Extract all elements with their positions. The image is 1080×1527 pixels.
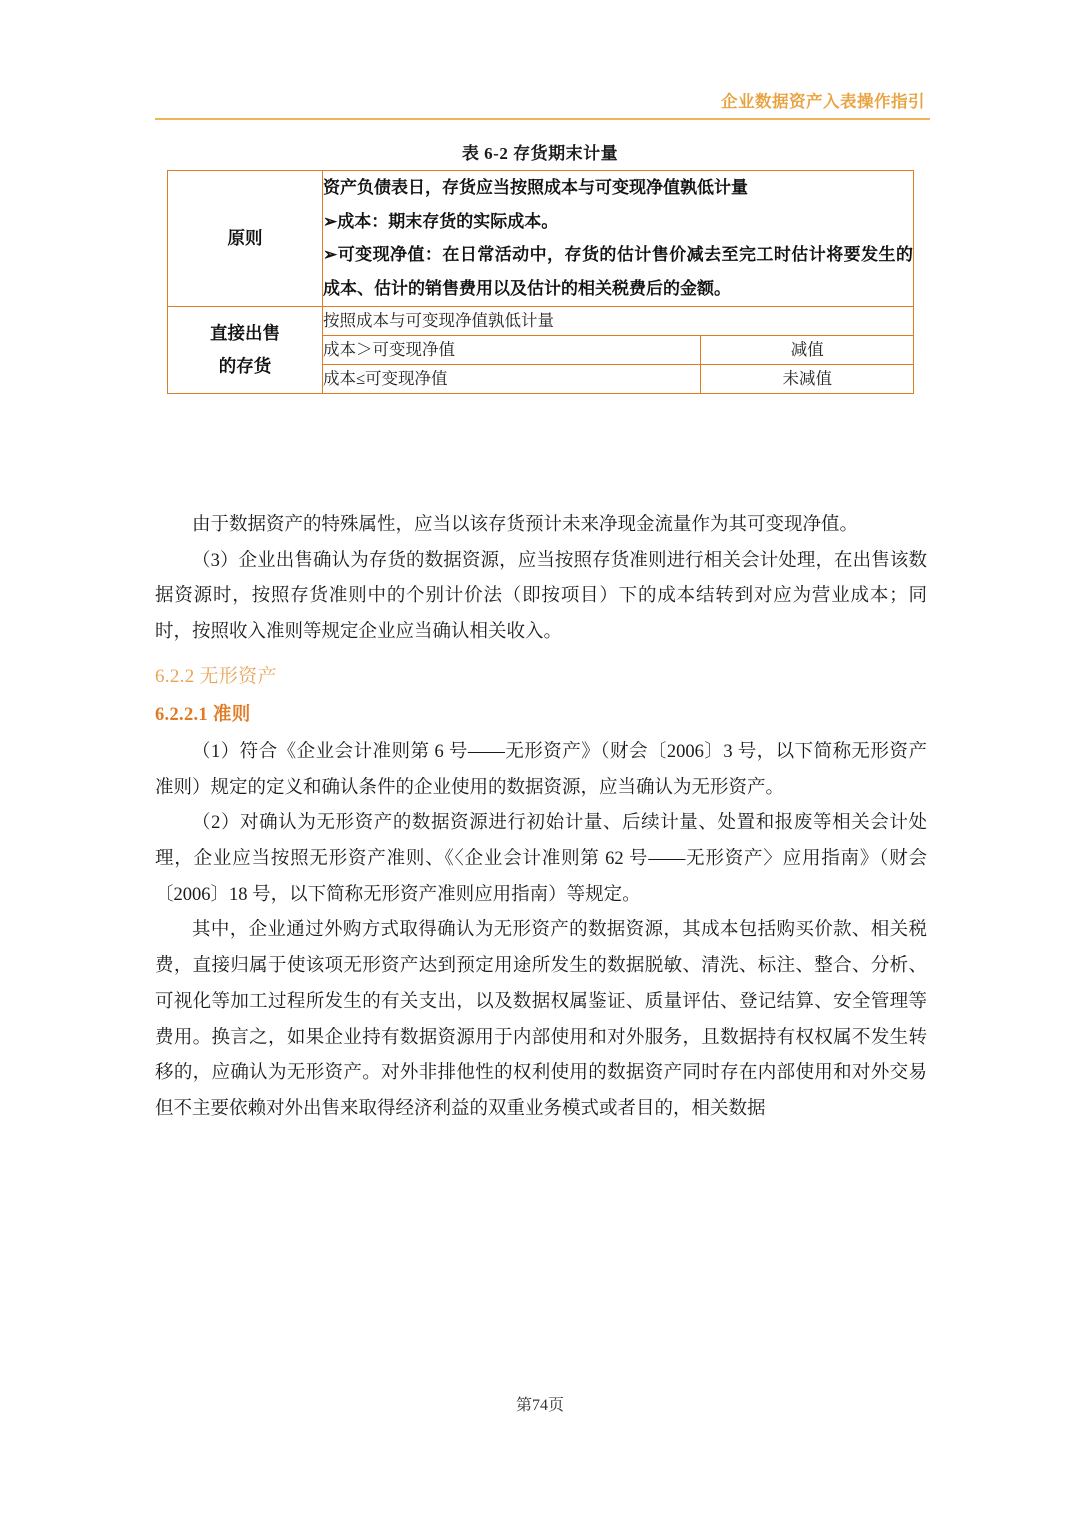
principle-lead: 资产负债表日，存货应当按照成本与可变现净值孰低计量 [323,178,748,197]
table-row-principle [168,171,914,307]
result-impairment: 减值 [700,335,914,364]
inner-row-impaired [323,335,914,364]
paragraph-qizhong: 其中，企业通过外购方式取得确认为无形资产的数据资源，其成本包括购买价款、相关税费，直接归属于使该项无形资产达到预定用途所发生的数据脱敏、清洗、标注、整合、分析、可视化等加工过程所发生的有关支出，以及数据权属鉴证、质量评估、登记结算、安全管理等费用。换言之，如果企业持有数据资源用于内部使用和对外服务，且数据持有权权属不发生转移的，应确认为无形资产。对外非排他性的权利使用的数据资产同时存在内部使用和对外交易但不主要依赖对外出售来取得经济利益的双重业务模式或者目的，相关数据 [155,920,927,1119]
direct-sale-inner-table [323,307,914,393]
running-header-title: 企业数据资产入表操作指引 [721,92,925,111]
paragraph-after-table: 由于数据资产的特殊属性，应当以该存货预计未来净现金流量作为其可变现净值。 [192,515,859,535]
page-number-footer: 第74页 [515,1397,564,1414]
condition-cost-lesser: 成本≤可变现净值 [323,364,700,393]
principle-bullet-nrv: ➢可变现净值：在日常活动中，存货的估计售价减去至完工时估计将要发生的成本、估计的销售费用以及估计的相关税费后的金额。 [323,245,913,298]
principle-bullet-cost: ➢成本：期末存货的实际成本。 [323,211,559,231]
table-row-direct-sale [168,306,914,393]
section-heading-622: 6.2.2 无形资产 [155,665,277,687]
row-label-direct-sale-line2: 的存货 [218,355,272,376]
paragraph-item-3: （3）企业出售确认为存货的数据资源，应当按照存货准则进行相关会计处理，在出售该数据资源时，按照存货准则中的个别计价法（即按项目）下的成本结转到对应为营业成本；同时，按照收入准则等规定企业应当确认相关收入。 [155,550,927,643]
result-no-impairment: 未减值 [700,364,914,393]
row-label-direct-sale [168,306,323,393]
body-text [155,508,927,1128]
header-rule [155,118,930,120]
principle-content [323,171,914,307]
paragraph-item-2: （2）对确认为无形资产的数据资源进行初始计量、后续计量、处置和报废等相关会计处理，企业应当按照无形资产准则、《〈企业会计准则第 62 号——无形资产〉应用指南》（财会〔2006〕18 号，以下简称无形资产准则应用指南）等规定。 [155,813,927,905]
table-caption: 表 6-2 存货期末计量 [461,144,619,163]
section-heading-6221: 6.2.2.1 准则 [155,704,251,725]
row-label-principle: 原则 [168,171,323,307]
inner-row-summary [323,307,914,336]
condition-cost-greater: 成本＞可变现净值 [323,335,700,364]
inner-row-not-impaired [323,364,914,393]
direct-sale-content [323,306,914,393]
inventory-measurement-table [167,170,914,394]
direct-sale-summary: 按照成本与可变现净值孰低计量 [323,310,554,330]
paragraph-item-1: （1）符合《企业会计准则第 6 号——无形资产》（财会〔2006〕3 号，以下简称无形资产准则）规定的定义和确认条件的企业使用的数据资源，应当确认为无形资产。 [155,741,927,798]
row-label-direct-sale-line1: 直接出售 [210,323,280,344]
running-header [155,88,925,122]
